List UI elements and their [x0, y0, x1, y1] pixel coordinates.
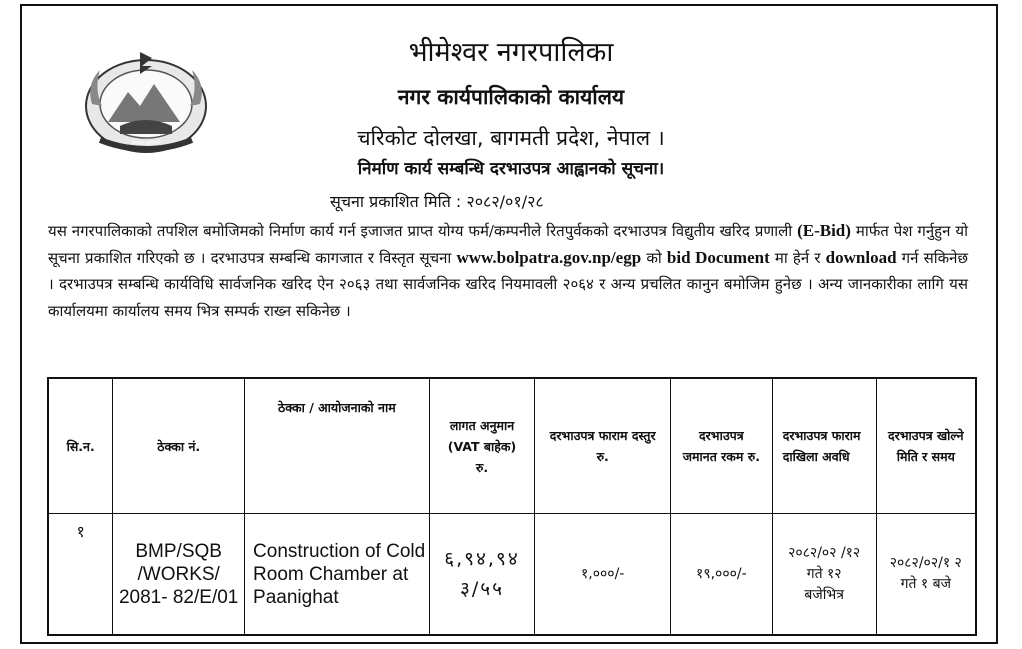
header-cost-estimate: लागत अनुमान (VAT बाहेक) रु.	[429, 378, 535, 514]
download-label: download	[825, 247, 897, 267]
bid-document-label: bid Document	[666, 247, 770, 267]
office-title: नगर कार्यपालिकाको कार्यालय	[397, 85, 625, 109]
body-text: को	[641, 248, 667, 267]
cell-opening-datetime: २०८२/०२/१ २ गते १ बजे	[876, 514, 976, 636]
cell-submission-period: २०८२/०२ /१२ गते १२ बजेभित्र	[772, 514, 876, 636]
body-text: गर्न सकिनेछ । दरभाउपत्र सम्बन्धि कार्यविधि सार्वजनिक खरिद ऐन २०६३ तथा सार्वजनिक खरिद नियमावली २०६४ र अन्य प्रचलित कानुन बमोजिम हुनेछ । अन्य जानकारीका लागि यस कार्यालयमा कार्यालय समय भित्र सम्पर्क राख्न सकिनेछ ।	[48, 248, 968, 320]
notice-title: निर्माण कार्य सम्बन्धि दरभाउपत्र आह्वानको सूचना।	[357, 159, 665, 179]
body-text: यस नगरपालिकाको तपशिल बमोजिमको निर्माण कार्य गर्न इजाजत प्राप्त योग्य फर्म/कम्पनीले रितपुर्वकको दरभाउपत्र विद्युतीय खरिद प्रणाली	[48, 222, 798, 240]
body-text: मार्फत पेश गर्नुहुन यो सूचना प्रकाशित गरिएको छ । दरभाउपत्र सम्बन्धि कागजात र विस्तृत सूचना	[48, 222, 968, 267]
table-row	[48, 514, 976, 636]
address: चरिकोट दोलखा, बागमती प्रदेश, नेपाल ।	[357, 126, 665, 150]
header-bid-security: दरभाउपत्र जमानत रकम रु.	[670, 378, 772, 514]
body-text: मा हेर्न र	[769, 248, 826, 267]
ebid-label: (E-Bid)	[797, 221, 851, 240]
header-sn: सि.न.	[48, 378, 113, 514]
emblem-text: नेपाल सरकार	[131, 140, 161, 147]
published-date: सूचना प्रकाशित मिति : २०८२/०१/२८	[330, 192, 544, 211]
bid-details-table	[47, 377, 977, 636]
header-project-name: ठेक्का / आयोजनाको नाम	[245, 378, 430, 514]
header-contract-no: ठेक्का नं.	[113, 378, 245, 514]
bolpatra-link[interactable]: www.bolpatra.gov.np/egp	[456, 247, 642, 267]
header-opening-datetime: दरभाउपत्र खोल्ने मिति र समय	[876, 378, 976, 514]
notice-body	[48, 218, 968, 324]
cell-cost-estimate: ६,९४,९४ ३/५५	[429, 514, 535, 636]
cell-bid-security: १९,०००/-	[670, 514, 772, 636]
cell-project-name: Construction of Cold Room Chamber at Paanighat	[245, 514, 430, 636]
cell-form-fee: १,०००/-	[535, 514, 671, 636]
header-submission-period: दरभाउपत्र फाराम दाखिला अवधि	[772, 378, 876, 514]
municipality-title: भीमेश्वर नगरपालिका	[408, 37, 614, 68]
cell-contract-no: BMP/SQB /WORKS/ 2081- 82/E/01	[113, 514, 245, 636]
header-form-fee: दरभाउपत्र फाराम दस्तुर रु.	[535, 378, 671, 514]
table-header-row	[48, 378, 976, 514]
cell-sn: १	[48, 514, 113, 636]
